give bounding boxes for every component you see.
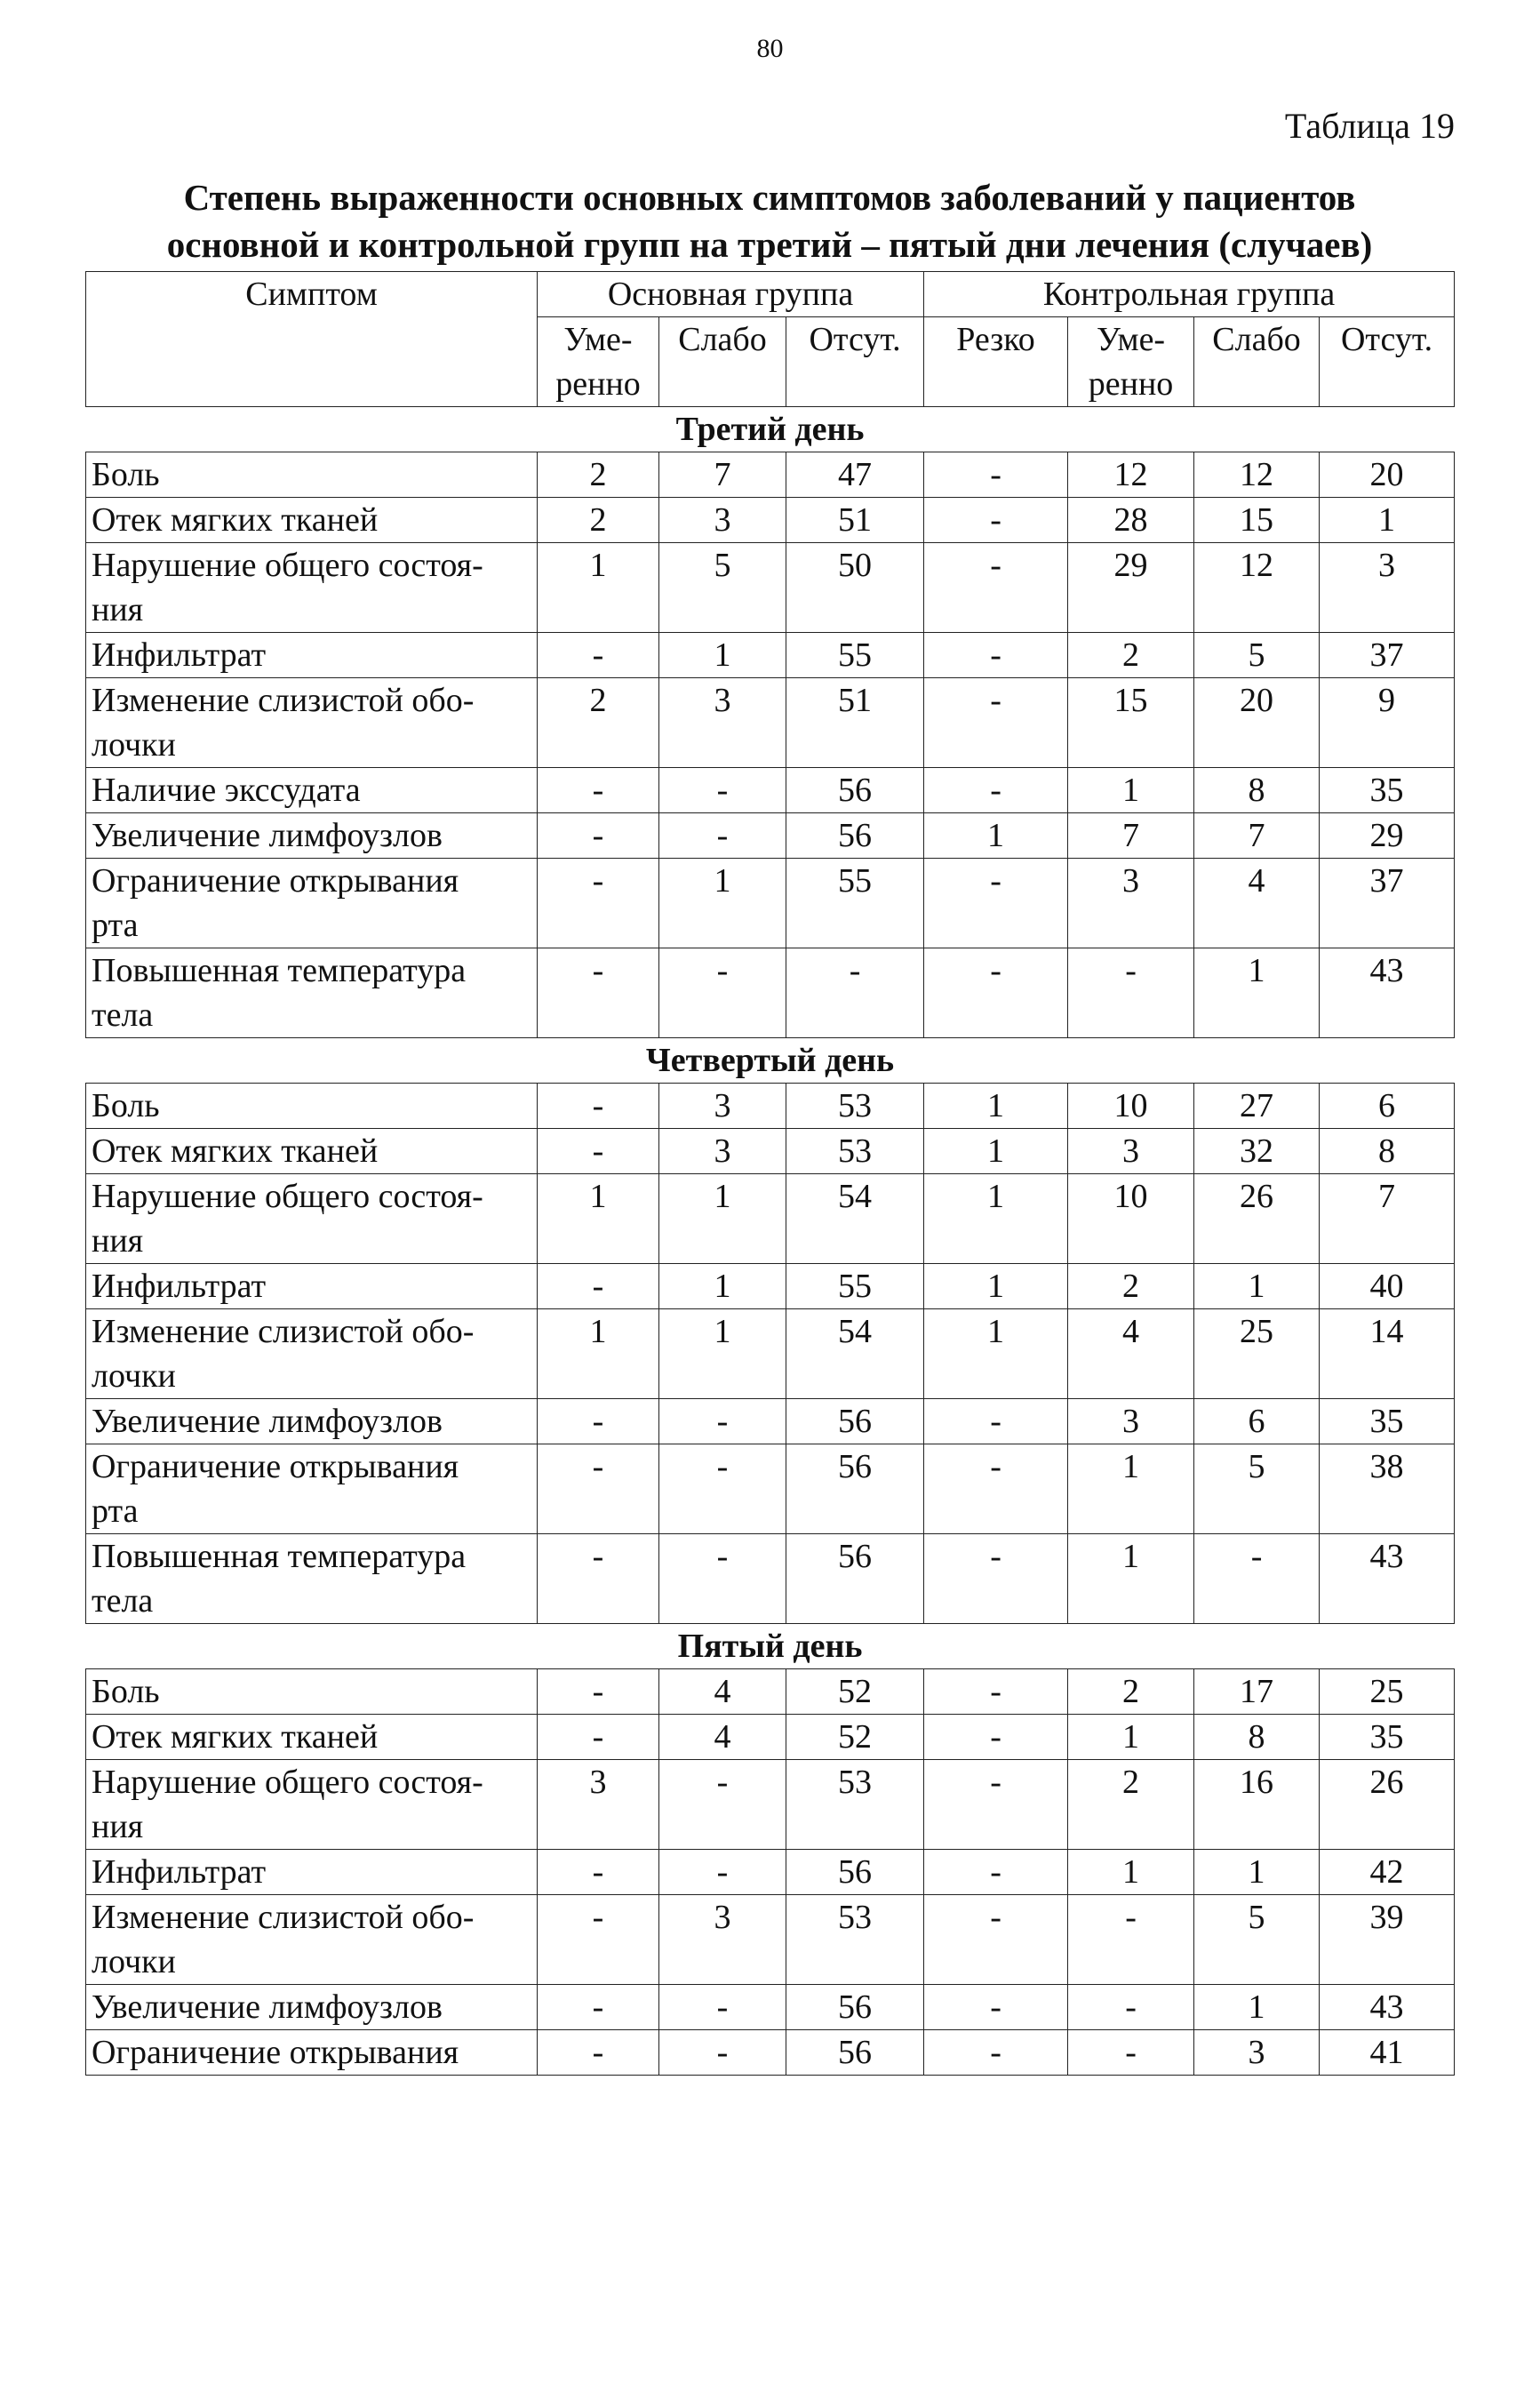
table-label: Таблица 19 xyxy=(1284,106,1455,146)
table-row xyxy=(86,1534,1455,1624)
value-cell: 1 xyxy=(659,1174,786,1264)
table-row xyxy=(86,1760,1455,1850)
value-cell: 1 xyxy=(659,1309,786,1399)
table-row xyxy=(86,1174,1455,1264)
value-cell: 3 xyxy=(659,1895,786,1985)
value-cell: - xyxy=(659,768,786,813)
value-cell: 56 xyxy=(786,1444,924,1534)
value-cell: 1 xyxy=(1068,1715,1194,1760)
value-cell: 1 xyxy=(1320,498,1455,543)
value-cell: - xyxy=(1194,1534,1320,1624)
value-cell: 10 xyxy=(1068,1174,1194,1264)
value-cell: - xyxy=(538,948,659,1038)
section-row xyxy=(86,1038,1455,1084)
value-cell: 7 xyxy=(1068,813,1194,859)
table-row xyxy=(86,859,1455,948)
value-cell: 43 xyxy=(1320,1534,1455,1624)
value-cell: 7 xyxy=(1320,1174,1455,1264)
value-cell: - xyxy=(924,1895,1068,1985)
value-cell: 53 xyxy=(786,1129,924,1174)
table-row xyxy=(86,768,1455,813)
value-cell: 1 xyxy=(1068,1444,1194,1534)
value-cell: 2 xyxy=(538,678,659,768)
value-cell: - xyxy=(1068,948,1194,1038)
value-cell: 43 xyxy=(1320,1985,1455,2030)
symptom-cell: Отек мягких тканей xyxy=(86,1715,538,1760)
header-main-group: Основная группа xyxy=(538,272,924,317)
value-cell: 52 xyxy=(786,1669,924,1715)
value-cell: 56 xyxy=(786,1534,924,1624)
value-cell: 12 xyxy=(1194,452,1320,498)
value-cell: 1 xyxy=(1194,1850,1320,1895)
table-row xyxy=(86,452,1455,498)
value-cell: - xyxy=(538,633,659,678)
title-line-2: основной и контрольной групп на третий – пятый дни лечения (случаев) xyxy=(166,224,1373,266)
value-cell: 25 xyxy=(1320,1669,1455,1715)
value-cell: - xyxy=(538,1534,659,1624)
table-row xyxy=(86,1129,1455,1174)
value-cell: 56 xyxy=(786,1850,924,1895)
value-cell: 7 xyxy=(1194,813,1320,859)
value-cell: 41 xyxy=(1320,2030,1455,2076)
symptoms-table xyxy=(85,271,1455,2076)
value-cell: - xyxy=(538,768,659,813)
value-cell: 2 xyxy=(1068,633,1194,678)
value-cell: 38 xyxy=(1320,1444,1455,1534)
symptom-cell: Боль xyxy=(86,1084,538,1129)
value-cell: 20 xyxy=(1194,678,1320,768)
table-row xyxy=(86,813,1455,859)
value-cell: 20 xyxy=(1320,452,1455,498)
value-cell: 1 xyxy=(1068,1850,1194,1895)
header-control-group: Контрольная группа xyxy=(924,272,1455,317)
value-cell: 29 xyxy=(1068,543,1194,633)
value-cell: 14 xyxy=(1320,1309,1455,1399)
table-body xyxy=(86,407,1455,2076)
value-cell: 35 xyxy=(1320,1715,1455,1760)
header-control-col: Резко xyxy=(924,317,1068,407)
symptom-cell: Изменение слизистой обо- лочки xyxy=(86,1895,538,1985)
value-cell: 6 xyxy=(1320,1084,1455,1129)
value-cell: 10 xyxy=(1068,1084,1194,1129)
symptom-cell: Повышенная температура тела xyxy=(86,1534,538,1624)
header-control-col: Уме- ренно xyxy=(1068,317,1194,407)
value-cell: 32 xyxy=(1194,1129,1320,1174)
value-cell: 47 xyxy=(786,452,924,498)
table-row xyxy=(86,1985,1455,2030)
value-cell: 37 xyxy=(1320,633,1455,678)
value-cell: 4 xyxy=(1068,1309,1194,1399)
value-cell: 8 xyxy=(1194,1715,1320,1760)
value-cell: 53 xyxy=(786,1760,924,1850)
value-cell: 26 xyxy=(1194,1174,1320,1264)
value-cell: - xyxy=(924,859,1068,948)
value-cell: - xyxy=(1068,1985,1194,2030)
value-cell: - xyxy=(538,1850,659,1895)
value-cell: - xyxy=(924,948,1068,1038)
value-cell: 52 xyxy=(786,1715,924,1760)
value-cell: 56 xyxy=(786,1985,924,2030)
value-cell: - xyxy=(538,1444,659,1534)
value-cell: - xyxy=(538,813,659,859)
symptom-cell: Увеличение лимфоузлов xyxy=(86,813,538,859)
value-cell: 3 xyxy=(1194,2030,1320,2076)
value-cell: 16 xyxy=(1194,1760,1320,1850)
table-row xyxy=(86,1444,1455,1534)
value-cell: 17 xyxy=(1194,1669,1320,1715)
section-row xyxy=(86,407,1455,452)
value-cell: 8 xyxy=(1320,1129,1455,1174)
value-cell: 1 xyxy=(924,1309,1068,1399)
table-row xyxy=(86,678,1455,768)
value-cell: 27 xyxy=(1194,1084,1320,1129)
value-cell: 2 xyxy=(538,452,659,498)
header-main-col: Уме- ренно xyxy=(538,317,659,407)
value-cell: 2 xyxy=(1068,1760,1194,1850)
table-row xyxy=(86,1309,1455,1399)
table-row xyxy=(86,948,1455,1038)
section-title: Третий день xyxy=(86,407,1455,452)
value-cell: 2 xyxy=(1068,1669,1194,1715)
symptom-cell: Боль xyxy=(86,1669,538,1715)
symptom-cell: Увеличение лимфоузлов xyxy=(86,1985,538,2030)
value-cell: - xyxy=(924,1399,1068,1444)
section-title: Четвертый день xyxy=(86,1038,1455,1084)
value-cell: 25 xyxy=(1194,1309,1320,1399)
table-row xyxy=(86,543,1455,633)
value-cell: 4 xyxy=(659,1715,786,1760)
value-cell: 2 xyxy=(1068,1264,1194,1309)
symptom-cell: Инфильтрат xyxy=(86,1850,538,1895)
value-cell: 55 xyxy=(786,1264,924,1309)
value-cell: 53 xyxy=(786,1895,924,1985)
symptom-cell: Изменение слизистой обо- лочки xyxy=(86,1309,538,1399)
value-cell: - xyxy=(924,1444,1068,1534)
symptom-cell: Ограничение открывания рта xyxy=(86,1444,538,1534)
value-cell: 40 xyxy=(1320,1264,1455,1309)
value-cell: - xyxy=(659,1399,786,1444)
value-cell: 3 xyxy=(659,678,786,768)
value-cell: 5 xyxy=(1194,633,1320,678)
value-cell: 56 xyxy=(786,768,924,813)
value-cell: 1 xyxy=(924,1174,1068,1264)
value-cell: 1 xyxy=(1068,1534,1194,1624)
value-cell: 1 xyxy=(1194,948,1320,1038)
value-cell: 3 xyxy=(659,1084,786,1129)
symptom-cell: Инфильтрат xyxy=(86,633,538,678)
value-cell: - xyxy=(538,1985,659,2030)
table-row xyxy=(86,1084,1455,1129)
value-cell: 8 xyxy=(1194,768,1320,813)
symptom-cell: Увеличение лимфоузлов xyxy=(86,1399,538,1444)
value-cell: - xyxy=(659,813,786,859)
value-cell: 51 xyxy=(786,678,924,768)
value-cell: - xyxy=(538,1264,659,1309)
table-title xyxy=(85,174,1454,269)
header-control-col: Отсут. xyxy=(1320,317,1455,407)
value-cell: - xyxy=(924,1760,1068,1850)
table-row xyxy=(86,1264,1455,1309)
value-cell: - xyxy=(924,543,1068,633)
table-header xyxy=(86,272,1455,407)
table-row xyxy=(86,1399,1455,1444)
value-cell: 3 xyxy=(659,498,786,543)
value-cell: 28 xyxy=(1068,498,1194,543)
value-cell: 3 xyxy=(659,1129,786,1174)
value-cell: 15 xyxy=(1194,498,1320,543)
value-cell: 5 xyxy=(1194,1895,1320,1985)
value-cell: 29 xyxy=(1320,813,1455,859)
symptom-cell: Повышенная температура тела xyxy=(86,948,538,1038)
value-cell: 35 xyxy=(1320,1399,1455,1444)
value-cell: 3 xyxy=(538,1760,659,1850)
table-row xyxy=(86,1895,1455,1985)
value-cell: 4 xyxy=(1194,859,1320,948)
value-cell: - xyxy=(538,1084,659,1129)
value-cell: 4 xyxy=(659,1669,786,1715)
value-cell: 5 xyxy=(659,543,786,633)
table-row xyxy=(86,498,1455,543)
value-cell: 56 xyxy=(786,1399,924,1444)
value-cell: - xyxy=(1068,1895,1194,1985)
header-control-col: Слабо xyxy=(1194,317,1320,407)
value-cell: 1 xyxy=(659,1264,786,1309)
symptom-cell: Инфильтрат xyxy=(86,1264,538,1309)
value-cell: 54 xyxy=(786,1174,924,1264)
header-main-col: Слабо xyxy=(659,317,786,407)
title-line-1: Степень выраженности основных симптомов заболеваний у пациентов xyxy=(183,177,1356,218)
value-cell: - xyxy=(659,2030,786,2076)
value-cell: 53 xyxy=(786,1084,924,1129)
table-row xyxy=(86,633,1455,678)
symptom-cell: Ограничение открывания рта xyxy=(86,859,538,948)
table-row xyxy=(86,2030,1455,2076)
value-cell: 55 xyxy=(786,859,924,948)
symptom-cell: Ограничение открывания xyxy=(86,2030,538,2076)
value-cell: - xyxy=(924,633,1068,678)
value-cell: 1 xyxy=(924,1084,1068,1129)
section-row xyxy=(86,1624,1455,1669)
value-cell: - xyxy=(659,1850,786,1895)
value-cell: - xyxy=(659,1534,786,1624)
value-cell: 43 xyxy=(1320,948,1455,1038)
value-cell: - xyxy=(924,498,1068,543)
value-cell: 51 xyxy=(786,498,924,543)
header-main-col: Отсут. xyxy=(786,317,924,407)
value-cell: - xyxy=(538,1669,659,1715)
value-cell: - xyxy=(924,1715,1068,1760)
symptom-cell: Наличие экссудата xyxy=(86,768,538,813)
value-cell: - xyxy=(659,1444,786,1534)
value-cell: - xyxy=(924,678,1068,768)
value-cell: 12 xyxy=(1068,452,1194,498)
value-cell: 1 xyxy=(924,813,1068,859)
value-cell: 9 xyxy=(1320,678,1455,768)
value-cell: - xyxy=(659,1985,786,2030)
value-cell: - xyxy=(924,1985,1068,2030)
value-cell: 3 xyxy=(1068,1399,1194,1444)
value-cell: 37 xyxy=(1320,859,1455,948)
symptom-cell: Нарушение общего состоя- ния xyxy=(86,1760,538,1850)
table-row xyxy=(86,1669,1455,1715)
value-cell: - xyxy=(924,452,1068,498)
value-cell: 2 xyxy=(538,498,659,543)
value-cell: 1 xyxy=(924,1264,1068,1309)
value-cell: - xyxy=(659,948,786,1038)
section-title: Пятый день xyxy=(86,1624,1455,1669)
value-cell: 50 xyxy=(786,543,924,633)
value-cell: 6 xyxy=(1194,1399,1320,1444)
value-cell: - xyxy=(659,1760,786,1850)
value-cell: 39 xyxy=(1320,1895,1455,1985)
value-cell: 54 xyxy=(786,1309,924,1399)
value-cell: 26 xyxy=(1320,1760,1455,1850)
table-row xyxy=(86,1850,1455,1895)
value-cell: 1 xyxy=(1068,768,1194,813)
page-number: 80 xyxy=(756,34,784,63)
value-cell: 1 xyxy=(924,1129,1068,1174)
value-cell: 1 xyxy=(538,1309,659,1399)
value-cell: 1 xyxy=(1194,1264,1320,1309)
value-cell: - xyxy=(924,1850,1068,1895)
symptom-cell: Изменение слизистой обо- лочки xyxy=(86,678,538,768)
value-cell: 1 xyxy=(538,1174,659,1264)
value-cell: - xyxy=(924,768,1068,813)
symptom-cell: Нарушение общего состоя- ния xyxy=(86,1174,538,1264)
value-cell: - xyxy=(538,859,659,948)
value-cell: 55 xyxy=(786,633,924,678)
value-cell: - xyxy=(924,1534,1068,1624)
value-cell: 56 xyxy=(786,813,924,859)
value-cell: - xyxy=(538,1715,659,1760)
value-cell: 7 xyxy=(659,452,786,498)
value-cell: - xyxy=(538,2030,659,2076)
value-cell: - xyxy=(924,2030,1068,2076)
value-cell: 15 xyxy=(1068,678,1194,768)
value-cell: 3 xyxy=(1068,1129,1194,1174)
value-cell: 1 xyxy=(659,633,786,678)
symptom-cell: Нарушение общего состоя- ния xyxy=(86,543,538,633)
value-cell: - xyxy=(538,1895,659,1985)
value-cell: 3 xyxy=(1320,543,1455,633)
value-cell: - xyxy=(924,1669,1068,1715)
value-cell: - xyxy=(786,948,924,1038)
value-cell: 1 xyxy=(538,543,659,633)
value-cell: 5 xyxy=(1194,1444,1320,1534)
value-cell: 12 xyxy=(1194,543,1320,633)
symptom-cell: Боль xyxy=(86,452,538,498)
header-symptom: Симптом xyxy=(86,272,538,407)
value-cell: 35 xyxy=(1320,768,1455,813)
table-row xyxy=(86,1715,1455,1760)
value-cell: 56 xyxy=(786,2030,924,2076)
value-cell: 3 xyxy=(1068,859,1194,948)
value-cell: - xyxy=(538,1399,659,1444)
value-cell: - xyxy=(1068,2030,1194,2076)
value-cell: - xyxy=(538,1129,659,1174)
symptom-cell: Отек мягких тканей xyxy=(86,1129,538,1174)
value-cell: 1 xyxy=(1194,1985,1320,2030)
value-cell: 1 xyxy=(659,859,786,948)
value-cell: 42 xyxy=(1320,1850,1455,1895)
symptom-cell: Отек мягких тканей xyxy=(86,498,538,543)
